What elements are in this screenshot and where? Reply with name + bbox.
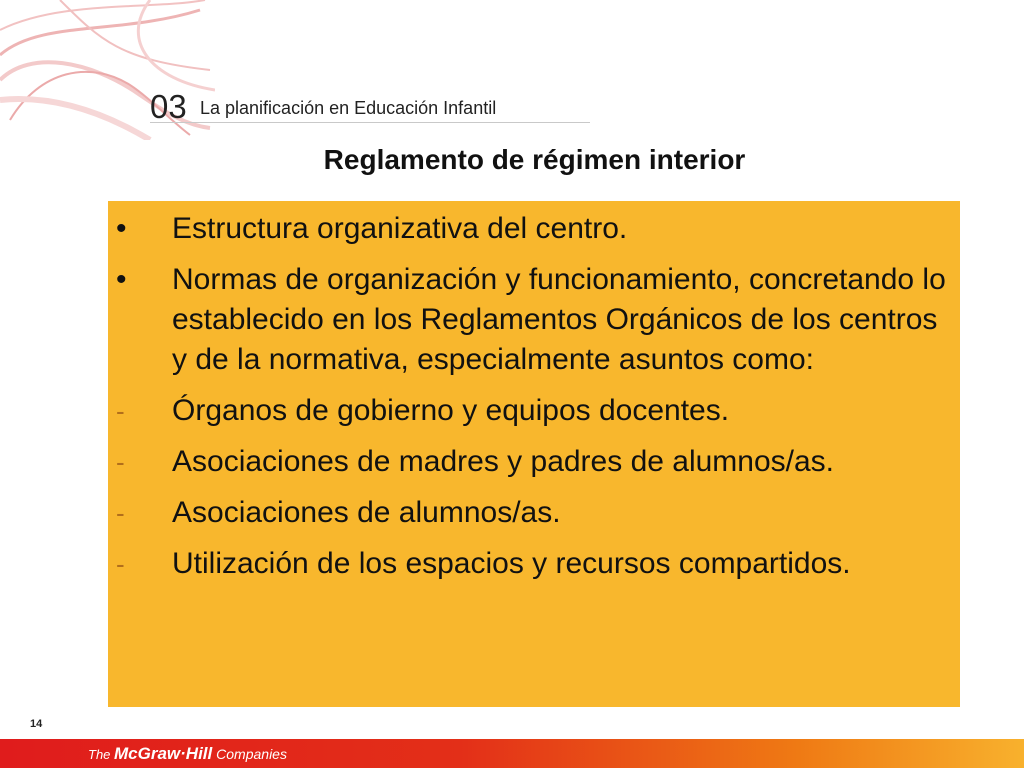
dash-marker: - xyxy=(116,396,125,426)
list-item-text: Normas de organización y funcionamiento, concretando lo establecido en los Reglamentos Orgánicos de los centros y de la normativa, especialmente asuntos como: xyxy=(172,263,946,376)
bullet-marker: • xyxy=(116,263,127,296)
list-item xyxy=(108,209,948,249)
footer-bar xyxy=(0,739,1024,768)
slide-title: Reglamento de régimen interior xyxy=(323,144,746,175)
content-box xyxy=(108,201,960,707)
chapter-title: La planificación en Educación Infantil xyxy=(200,98,497,118)
bullet-marker: • xyxy=(116,212,127,245)
chapter-header xyxy=(150,86,590,123)
list-item-text: Utilización de los espacios y recursos compartidos. xyxy=(172,547,851,580)
list-item-text: Estructura organizativa del centro. xyxy=(172,212,628,245)
chapter-number: 03 xyxy=(150,88,187,125)
list-item xyxy=(108,391,948,431)
list-item xyxy=(108,544,948,584)
page-number: 14 xyxy=(30,718,43,730)
publisher-logo xyxy=(88,744,287,764)
list-item xyxy=(108,493,948,533)
logo-the-text: The xyxy=(88,747,115,762)
list-item xyxy=(108,442,948,482)
list-item-text: Asociaciones de alumnos/as. xyxy=(172,496,561,529)
logo-companies-text: Companies xyxy=(212,746,287,762)
list-item xyxy=(108,260,948,380)
logo-brand-text: McGraw·Hill xyxy=(114,744,213,763)
list-item-text: Asociaciones de madres y padres de alumnos/as. xyxy=(172,445,835,478)
dash-marker: - xyxy=(116,498,125,528)
bullet-list xyxy=(108,209,948,584)
dash-marker: - xyxy=(116,549,125,579)
dash-marker: - xyxy=(116,447,125,477)
list-item-text: Órganos de gobierno y equipos docentes. xyxy=(172,394,730,427)
